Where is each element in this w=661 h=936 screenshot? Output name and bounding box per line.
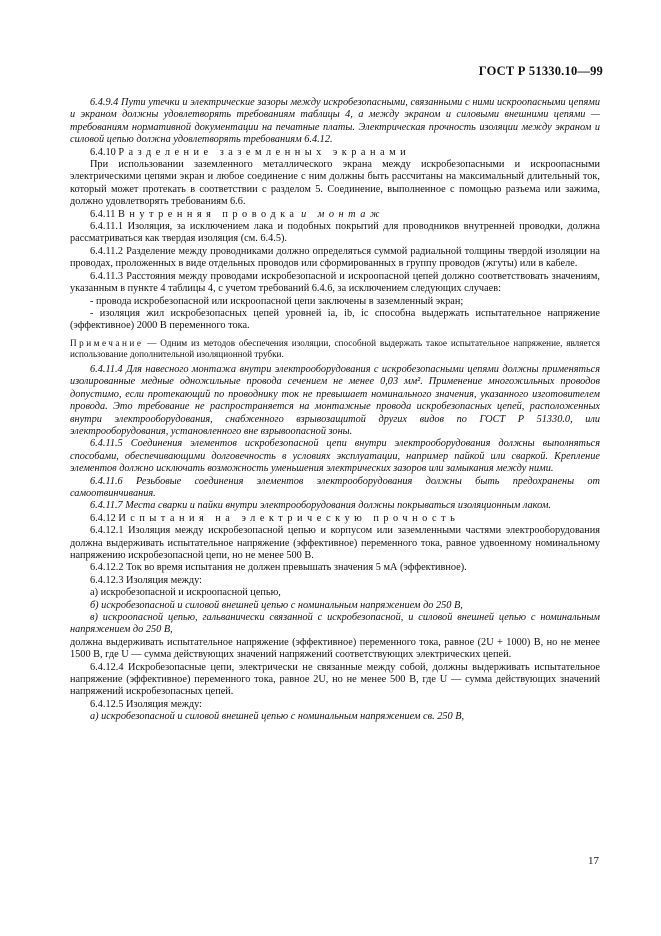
section-number: 6.4.10 (90, 146, 116, 158)
section-heading (70, 209, 600, 221)
section-heading (70, 513, 600, 525)
body-paragraph: 6.4.11.1 Изоляция, за исключением лака и подобных покрытий для проводников внутренней проводки, должна рассматриваться как твердая изоляция (см. 6.4.5). (70, 221, 600, 245)
body-paragraph: 6.4.11.5 Соединения элементов искробезопасной цепи внутри электрооборудования должны выполняться способами, обеспечивающими долговечность в условиях эксплуатации, например пайкой или сваркой. Крепление элементов должно исключать возможность уменьшения электрических зазоров или замыкания между ними. (70, 438, 600, 475)
body-paragraph: а) искробезопасной и силовой внешней цепью с номинальным напряжением св. 250 В, (90, 711, 465, 723)
body-paragraph: 6.4.12.3 Изоляция между: (90, 574, 203, 586)
page-number: 17 (588, 855, 599, 867)
body-paragraph: 6.4.12.1 Изоляция между искробезопасной цепью и корпусом или заземленными частями электрооборудования должна выдерживать испытательное напряжение (эффективное) переменного тока, равное удвоенному номинальному напряжению искробезопасной цепи, но не менее 500 В. (70, 525, 600, 561)
body-paragraph: 6.4.11.2 Разделение между проводниками должно определяться суммой радиальной толщины твердой изоляции на проводах, проложенных в виде отдельных проводов или сформированных в группу проводов (жгуты) или в кабеле. (70, 245, 600, 270)
body-paragraph: 6.4.11.7 Места сварки и пайки внутри электрооборудования должны покрываться изоляционным лаком. (90, 500, 551, 512)
section-number: 6.4.12 (90, 512, 116, 524)
section-heading (70, 147, 600, 159)
section-title-italic: и монтаж (301, 208, 384, 220)
note-label: Примечание (70, 337, 144, 348)
body-paragraph: - изоляция жил искробезопасных цепей уровней ia, ib, ic способна выдержать испытательное напряжение (эффективное) 2000 В переменного тока. (70, 307, 600, 332)
body-paragraph: 6.4.11.4 Для навесного монтажа внутри электрооборудования с искробезопасными цепями должны применяться изолированные медные одножильные провода сечением не менее 0,03 мм². Применение многожильных проводов допустимо, если протекающий по проводнику ток не превышает номинального значения, указанного изготовителем провода. Это требование не распространяется на монтажные провода искробезопасных цепей, расположенных внутри электрооборудования, снабженного взрывозащитой других видов по ГОСТ Р 51330.0, или электрооборудования, установленного вне взрывоопасной зоны. (70, 363, 600, 437)
body-paragraph: 6.4.9.4 Пути утечки и электрические зазоры между искробезопасными, связанными с ними искроопасными цепями и экраном должны удовлетворять требованиям таблицы 4, а между экраном и силовыми внешними цепями — требованиям нормативной документации на печатные платы. Электрическая прочность изоляции между экраном и силовой цепью должна удовлетворять требованиям 6.4.12. (70, 97, 600, 146)
note-paragraph (70, 338, 600, 361)
body-paragraph: 6.4.12.5 Изоляция между: (90, 698, 203, 710)
body-paragraph: 6.4.12.2 Ток во время испытания не должен превышать значения 5 мА (эффективное). (90, 562, 467, 574)
body-paragraph: б) искробезопасной и силовой внешней цепью с номинальным напряжением до 250 В, (90, 599, 463, 611)
body-paragraph: 6.4.11.3 Расстояния между проводами искробезопасной и искроопасной цепей должно соответствовать значениям, указанным в пункте 4 таблицы 4, с учетом требований 6.4.6, за исключением следующих случаев: (70, 270, 600, 295)
section-title: Разделение заземленных экранами (118, 146, 411, 158)
body-paragraph: При использовании заземленного металлического экрана между искробезопасными и искроопасными электрическими цепями экран и любое соединение с ним должны быть рассчитаны на максимальный длительный ток, который может протекать в соответствии с разделом 5. Соединение, выполненное с помощью разъема или зажима, должно удовлетворять требованиям 6.6. (70, 159, 600, 208)
section-number: 6.4.11 (90, 208, 116, 220)
section-title: Испытания на электрическую прочность (118, 512, 460, 524)
body-paragraph: 6.4.12.4 Искробезопасные цепи, электрически не связанные между собой, должны выдерживать испытательное напряжение (эффективное) переменного тока, равное 2U, но не менее 500 В, где U — сумма действующих значений напряжений искробезопасных цепей. (70, 661, 600, 698)
body-paragraph: должна выдерживать испытательное напряжение (эффективное) переменного тока, равное (2U + 1000) В, но не менее 1500 В, где U — сумма действующих значений напряжений соответствующих электрических цепей. (70, 636, 600, 661)
document-body (70, 97, 600, 724)
body-paragraph: 6.4.11.6 Резьбовые соединения элементов электрооборудования должны быть предохранены от самоотвинчивания. (70, 475, 600, 499)
section-title: Внутренняя проводка (117, 208, 299, 220)
body-paragraph: а) искробезопасной и искроопасной цепью, (90, 587, 281, 599)
note-text: — Одним из методов обеспечения изоляции, способной выдержать такое испытательное напряжение, является использование дополнительной изоляционной трубки. (70, 337, 600, 360)
body-paragraph: в) искроопасной цепью, гальванически связанной с искробезопасной, и силовой внешней цепью с номинальным напряжением до 250 В, (70, 612, 600, 636)
body-paragraph: - провода искробезопасной или искроопасной цепи заключены в заземленный экран; (90, 295, 464, 307)
document-code-header: ГОСТ Р 51330.10—99 (478, 64, 603, 78)
